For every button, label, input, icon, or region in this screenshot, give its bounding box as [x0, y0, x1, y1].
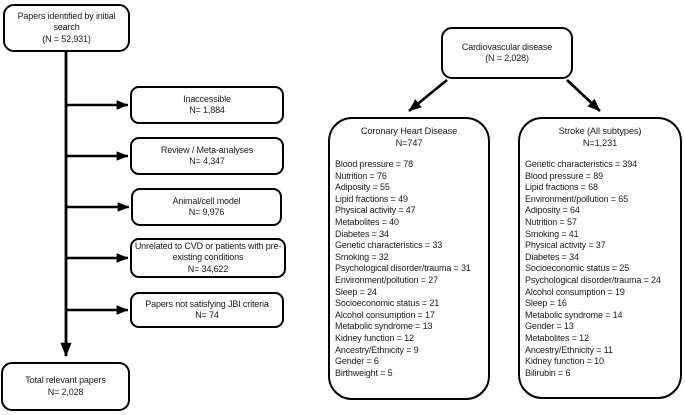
- category-count-item: Bilirubin = 6: [525, 367, 571, 378]
- box-coronary-heart-disease: [328, 117, 490, 400]
- box-label: Total relevant papers: [25, 375, 106, 385]
- box-count: N= 1,884: [189, 105, 225, 115]
- category-count-item: Adiposity = 64: [525, 205, 580, 216]
- category-title: Stroke (All subtypes): [558, 126, 642, 136]
- category-count-item: Alcohol consumption = 17: [335, 309, 435, 320]
- category-count-item: Diabetes = 34: [525, 251, 579, 262]
- box-count: N= 4,347: [189, 156, 225, 166]
- box-label: Papers identified by initial search: [17, 10, 116, 33]
- box-count: N= 9,976: [188, 207, 225, 217]
- box-jbi-criteria: [130, 292, 284, 328]
- category-count-item: Socioeconomic status = 25: [525, 263, 630, 274]
- category-count-item: Kidney function = 10: [525, 356, 604, 367]
- box-review-meta-analyses: [130, 137, 284, 175]
- category-count-item: Metabolic syndrome = 13: [335, 321, 433, 332]
- category-count-item: Ancestry/Ethnicity = 11: [525, 344, 613, 355]
- box-label: Animal/cell model: [172, 195, 241, 206]
- category-count-item: Physical activity = 37: [525, 240, 606, 251]
- category-count-item: Psychological disorder/trauma = 31: [335, 263, 471, 274]
- category-count-item: Lipid fractions = 49: [335, 193, 408, 204]
- category-count-item: Diabetes = 34: [335, 228, 389, 239]
- category-count-item: Environment/pollution = 65: [525, 193, 628, 204]
- category-count-item: Metabolic syndrome = 14: [525, 309, 623, 320]
- arrow-to-coronary: [409, 80, 447, 111]
- box-papers-identified: [3, 4, 130, 52]
- category-count-item: Metabolites = 40: [335, 216, 399, 227]
- category-count-item: Genetic characteristics = 33: [335, 240, 443, 251]
- category-count-item: Nutrition = 57: [525, 216, 577, 227]
- category-count: N=1,231: [582, 137, 618, 148]
- category-count-item: Physical activity = 47: [335, 205, 416, 216]
- box-unrelated-to-cvd: [130, 238, 286, 278]
- category-count-item: Socioeconomic status = 21: [335, 298, 440, 309]
- category-count-item: Gender = 6: [335, 356, 379, 367]
- box-count: N= 2,028: [47, 386, 84, 397]
- category-count-item: Smoking = 41: [525, 228, 579, 239]
- box-label: Papers not satisfying JBI criteria: [145, 298, 269, 309]
- box-total-relevant-papers: [1, 362, 130, 411]
- box-label: Inaccessible: [183, 93, 231, 104]
- category-count-item: Gender = 13: [525, 321, 574, 332]
- box-label: Cardiovascular disease: [461, 41, 553, 52]
- category-count-item: Blood pressure = 78: [335, 159, 413, 169]
- category-count-item: Lipid fractions = 68: [525, 182, 598, 193]
- box-count: N= 74: [195, 310, 219, 320]
- category-count-item: Genetic characteristics = 394: [525, 159, 637, 169]
- category-count-item: Kidney function = 12: [335, 332, 414, 343]
- category-count-item: Birthweight = 5: [335, 367, 393, 378]
- box-count: (N = 2,028): [485, 53, 529, 63]
- category-count-item: Adiposity = 55: [335, 182, 390, 193]
- category-count-item: Blood pressure = 89: [525, 170, 603, 181]
- box-cardiovascular-disease: [441, 27, 573, 79]
- category-item-list: [330, 149, 488, 379]
- category-count-item: Smoking = 32: [335, 251, 389, 262]
- box-count: N= 34,622: [187, 263, 229, 274]
- arrow-to-stroke: [567, 80, 600, 111]
- category-count-item: Alcohol consumption = 19: [525, 286, 625, 297]
- category-count-item: Environment/pollution = 27: [335, 274, 438, 285]
- box-inaccessible: [130, 86, 284, 124]
- box-animal-cell-model: [131, 188, 282, 226]
- category-title: Coronary Heart Disease: [360, 126, 458, 136]
- box-count: (N = 52,931): [42, 33, 91, 44]
- category-count-item: Metabolites = 12: [525, 332, 589, 343]
- category-count-item: Sleep = 16: [525, 298, 567, 309]
- category-count-item: Ancestry/Ethnicity = 9: [335, 344, 419, 355]
- category-count-item: Sleep = 24: [335, 286, 377, 297]
- box-label: Review / Meta-analyses: [160, 144, 254, 155]
- category-count-item: Nutrition = 76: [335, 170, 387, 181]
- category-count-item: Psychological disorder/trauma = 24: [525, 274, 661, 285]
- category-item-list: [520, 149, 680, 379]
- box-label: Unrelated to CVD or patients with pre-existing conditions: [134, 240, 282, 263]
- category-count: N=747: [395, 137, 423, 148]
- box-stroke-all-subtypes: [518, 117, 682, 399]
